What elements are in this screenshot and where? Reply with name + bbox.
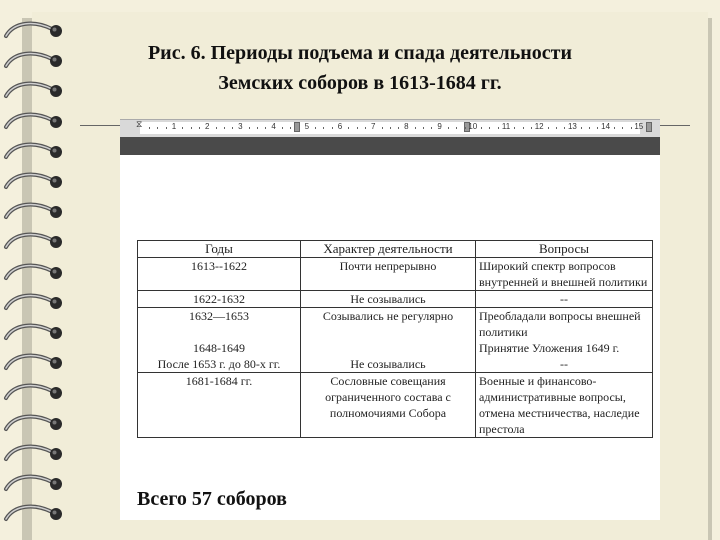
ruler-tick-mark bbox=[332, 127, 333, 129]
cell-questions: -- bbox=[476, 356, 653, 373]
spiral-ring bbox=[0, 443, 66, 465]
ruler-tick-mark bbox=[589, 127, 590, 129]
ruler-tick-label: 4 bbox=[271, 122, 276, 131]
ruler-tick-label: 6 bbox=[337, 122, 343, 131]
cell-questions: Принятие Уложения 1649 г. bbox=[476, 340, 653, 356]
slide-title-line-2: Земских соборов в 1613-1684 гг. bbox=[218, 72, 502, 94]
ruler-tick-label: 2 bbox=[204, 122, 210, 131]
cell-questions: Преобладали вопросы внешней политики bbox=[476, 308, 653, 341]
spiral-binding bbox=[0, 20, 70, 530]
ruler-tick-label: 1 bbox=[171, 122, 177, 131]
ruler-tick-label: 7 bbox=[370, 122, 376, 131]
ruler-tick-mark bbox=[257, 127, 258, 129]
table-header-row bbox=[138, 241, 653, 258]
ruler-tick-mark bbox=[498, 127, 499, 129]
spiral-ring bbox=[0, 413, 66, 435]
ruler-tick-mark bbox=[415, 127, 416, 129]
spiral-ring bbox=[0, 20, 66, 42]
ruler-tick-label: 3 bbox=[238, 122, 243, 131]
right-margin-marker[interactable] bbox=[646, 122, 652, 132]
table-row bbox=[138, 291, 653, 308]
slide-title-line-1: Рис. 6. Периоды подъема и спада деятельности bbox=[147, 42, 573, 64]
ruler-tick-mark bbox=[348, 127, 349, 129]
ruler-tick-mark bbox=[224, 127, 225, 129]
ruler-tick-mark bbox=[523, 127, 524, 129]
table-row bbox=[138, 356, 653, 373]
ruler-tick-mark bbox=[556, 127, 557, 129]
ruler-tick-mark bbox=[398, 127, 399, 129]
ruler-tick-mark bbox=[489, 127, 490, 129]
spiral-ring bbox=[0, 171, 66, 193]
ruler-tick-mark bbox=[465, 127, 466, 129]
spiral-ring bbox=[0, 111, 66, 133]
ruler-shadow-band bbox=[120, 137, 660, 155]
ruler-tick-mark bbox=[614, 127, 615, 129]
cell-years: 1622-1632 bbox=[138, 291, 301, 308]
spiral-ring bbox=[0, 292, 66, 314]
header-years: Годы bbox=[138, 241, 301, 258]
cell-questions: -- bbox=[476, 291, 653, 308]
ruler-tick-mark bbox=[423, 127, 424, 129]
ruler-tick-mark bbox=[390, 127, 391, 129]
document-page bbox=[120, 155, 660, 520]
ruler-tick-mark bbox=[531, 127, 532, 129]
ruler-tick-mark bbox=[481, 127, 482, 129]
spiral-ring bbox=[0, 141, 66, 163]
divider-right bbox=[660, 125, 690, 126]
ruler-tick-mark bbox=[315, 127, 316, 129]
document-ruler[interactable] bbox=[120, 119, 660, 138]
ruler-tick-label: 9 bbox=[437, 122, 442, 131]
header-character: Характер деятельности bbox=[301, 241, 476, 258]
slide-title bbox=[80, 38, 640, 98]
ruler-tick-mark bbox=[365, 127, 366, 129]
ruler-tick-mark bbox=[514, 127, 515, 129]
ruler-tick-mark bbox=[631, 127, 632, 129]
cell-character: Не созывались bbox=[301, 356, 476, 373]
table-row bbox=[138, 340, 653, 356]
ruler-tick-mark bbox=[282, 127, 283, 129]
spiral-ring bbox=[0, 50, 66, 72]
cell-years: 1681-1684 гг. bbox=[138, 373, 301, 438]
ruler-tick-mark bbox=[199, 127, 200, 129]
cell-years: 1648-1649 bbox=[138, 340, 301, 356]
divider-left bbox=[80, 125, 120, 126]
ruler-tick-label: 10 bbox=[468, 122, 478, 131]
periods-table bbox=[137, 240, 653, 438]
spiral-ring bbox=[0, 473, 66, 495]
ruler-tick-mark bbox=[232, 127, 233, 129]
ruler-tick-mark bbox=[597, 127, 598, 129]
ruler-tick-mark bbox=[431, 127, 432, 129]
cell-character bbox=[301, 340, 476, 356]
ruler-tick-mark bbox=[290, 127, 291, 129]
cell-questions: Широкий спектр вопросов внутренней и внешней политики bbox=[476, 258, 653, 291]
cell-years: 1613--1622 bbox=[138, 258, 301, 291]
ruler-tick-label: 5 bbox=[304, 122, 310, 131]
ruler-tick-mark bbox=[357, 127, 358, 129]
spiral-ring bbox=[0, 201, 66, 223]
spiral-ring bbox=[0, 262, 66, 284]
ruler-tick-mark bbox=[157, 127, 158, 129]
spiral-ring bbox=[0, 322, 66, 344]
cell-character: Не созывались bbox=[301, 291, 476, 308]
ruler-tick-label: 8 bbox=[404, 122, 409, 131]
ruler-tick-mark bbox=[456, 127, 457, 129]
spiral-ring bbox=[0, 231, 66, 253]
ruler-tick-mark bbox=[564, 127, 565, 129]
ruler-tick-mark bbox=[448, 127, 449, 129]
ruler-tick-mark bbox=[166, 127, 167, 129]
header-questions: Вопросы bbox=[476, 241, 653, 258]
cell-years: 1632—1653 bbox=[138, 308, 301, 341]
ruler-tick-mark bbox=[299, 127, 300, 129]
table-row bbox=[138, 373, 653, 438]
ruler-tick-mark bbox=[622, 127, 623, 129]
ruler-tick-label: 11 bbox=[501, 122, 511, 131]
cell-character: Сословные совещания ограниченного состава с полномочиями Собора bbox=[301, 373, 476, 438]
table-row bbox=[138, 308, 653, 341]
ruler-tick-mark bbox=[191, 127, 192, 129]
ruler-tick-label: 15 bbox=[634, 122, 644, 131]
spiral-ring bbox=[0, 80, 66, 102]
ruler-tick-mark bbox=[265, 127, 266, 129]
spiral-ring bbox=[0, 352, 66, 374]
cell-character: Созывались не регулярно bbox=[301, 308, 476, 341]
first-line-indent-marker[interactable]: ⧖ bbox=[136, 120, 143, 130]
cell-years: После 1653 г. до 80-х гг. bbox=[138, 356, 301, 373]
ruler-tick-mark bbox=[182, 127, 183, 129]
ruler-tick-mark bbox=[249, 127, 250, 129]
ruler-tick-mark bbox=[323, 127, 324, 129]
ruler-tick-mark bbox=[216, 127, 217, 129]
ruler-tick-mark bbox=[149, 127, 150, 129]
total-councils-label: Всего 57 соборов bbox=[137, 488, 287, 510]
ruler-tick-mark bbox=[548, 127, 549, 129]
cell-questions: Военные и финансово-административные вопросы, отмена местничества, наследие престола bbox=[476, 373, 653, 438]
spiral-ring bbox=[0, 503, 66, 525]
spiral-ring bbox=[0, 382, 66, 404]
cell-character: Почти непрерывно bbox=[301, 258, 476, 291]
ruler-tick-mark bbox=[581, 127, 582, 129]
table-row bbox=[138, 258, 653, 291]
ruler-tick-label: 13 bbox=[567, 122, 577, 131]
ruler-tick-label: 12 bbox=[534, 122, 544, 131]
ruler-tick-mark bbox=[382, 127, 383, 129]
ruler-tick-label: 14 bbox=[601, 122, 611, 131]
